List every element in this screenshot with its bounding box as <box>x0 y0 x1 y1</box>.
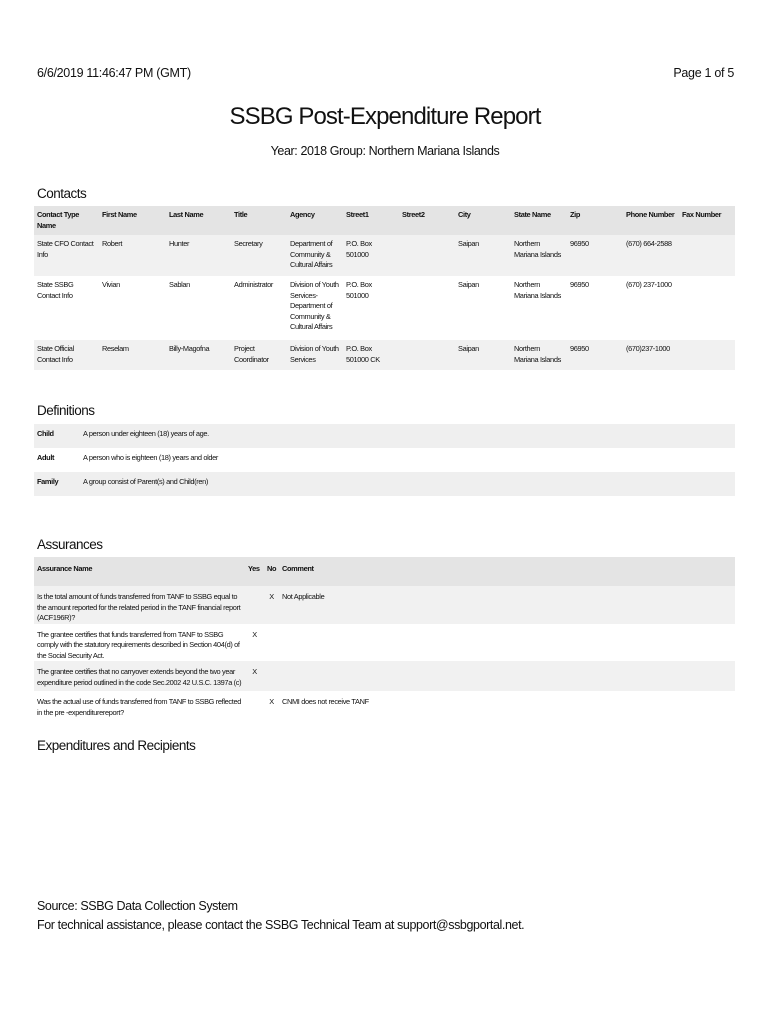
column-header: Last Name <box>169 210 204 219</box>
assurance-name: Was the actual use of funds transferred from TANF to SSBG reflected in the pre -expenditurereport? <box>37 697 241 717</box>
table-cell: Hunter <box>169 239 190 248</box>
table-row <box>34 624 735 662</box>
table-cell: Saipan <box>458 344 479 353</box>
table-cell: Robert <box>102 239 123 248</box>
yes-mark <box>245 691 264 721</box>
column-header: Phone Number <box>626 210 675 219</box>
source-line: Source: SSBG Data Collection System <box>37 899 238 913</box>
column-header: Assurance Name <box>37 564 93 573</box>
table-cell: (670) 237-1000 <box>626 280 672 289</box>
definition-text: A person under eighteen (18) years of age. <box>83 429 209 438</box>
table-cell: Vivian <box>102 280 120 289</box>
column-header: Comment <box>282 564 314 573</box>
table-cell <box>679 235 735 276</box>
table-cell: 96950 <box>570 344 589 353</box>
table-cell: State Official Contact Info <box>37 344 74 364</box>
table-cell: (670)237-1000 <box>626 344 670 353</box>
table-cell: P.O. Box 501000 <box>346 280 372 300</box>
yes-mark: X <box>252 629 257 639</box>
definition-text: A group consist of Parent(s) and Child(ren) <box>83 477 209 486</box>
table-cell: Sablan <box>169 280 190 289</box>
page-number: Page 1 of 5 <box>673 66 734 80</box>
no-mark <box>264 624 279 662</box>
column-header: No <box>267 564 277 573</box>
table-cell: Saipan <box>458 239 479 248</box>
table-cell: State SSBG Contact Info <box>37 280 74 300</box>
assurances-table <box>34 557 735 721</box>
expenditures-heading: Expenditures and Recipients <box>37 738 196 753</box>
table-cell: Northern Mariana Islands <box>514 239 561 259</box>
assistance-line: For technical assistance, please contact the SSBG Technical Team at support@ssbgportal.net. <box>37 918 525 932</box>
definition-term: Adult <box>37 453 55 462</box>
table-cell <box>399 340 455 370</box>
report-footer <box>37 897 524 935</box>
assurance-name: Is the total amount of funds transferred from TANF to SSBG equal to the amount reported for the related period in the TANF financial report (ACF196R)? <box>37 592 241 622</box>
table-cell: 96950 <box>570 239 589 248</box>
table-cell: Saipan <box>458 280 479 289</box>
definition-text: A person who is eighteen (18) years and older <box>83 453 219 462</box>
column-header: Contact Type Name <box>37 210 80 230</box>
table-cell: Northern Mariana Islands <box>514 344 561 364</box>
contacts-header-row <box>34 206 735 235</box>
no-mark: X <box>269 592 274 601</box>
assurances-heading: Assurances <box>37 537 103 552</box>
table-cell: P.O. Box 501000 <box>346 239 372 259</box>
table-row <box>34 424 735 448</box>
column-header: Street1 <box>346 210 369 219</box>
table-cell <box>399 235 455 276</box>
assurances-header-row <box>34 557 735 586</box>
column-header: Title <box>234 210 248 219</box>
table-cell: P.O. Box 501000 CK <box>346 344 380 364</box>
table-cell: Billy-Magofna <box>169 344 210 353</box>
table-row <box>34 276 735 340</box>
column-header: Agency <box>290 210 315 219</box>
column-header: City <box>458 210 471 219</box>
table-cell: Northern Mariana Islands <box>514 280 561 300</box>
assurance-comment <box>279 661 735 691</box>
column-header: Yes <box>248 564 260 573</box>
column-header: State Name <box>514 210 551 219</box>
column-header: Street2 <box>402 210 425 219</box>
contacts-table <box>34 206 735 370</box>
table-cell: 96950 <box>570 280 589 289</box>
column-header: First Name <box>102 210 137 219</box>
table-row <box>34 691 735 721</box>
table-cell <box>679 276 735 340</box>
column-header: Fax Number <box>682 210 722 219</box>
table-cell: Reselam <box>102 344 129 353</box>
table-cell: Department of Community & Cultural Affairs <box>290 239 333 269</box>
table-cell <box>679 340 735 370</box>
no-mark <box>264 661 279 691</box>
contacts-heading: Contacts <box>37 186 87 201</box>
definitions-heading: Definitions <box>37 403 95 418</box>
assurance-comment: Not Applicable <box>282 592 325 601</box>
table-cell: Secretary <box>234 239 263 248</box>
definitions-table <box>34 424 735 496</box>
definition-term: Child <box>37 429 54 438</box>
assurance-name: The grantee certifies that no carryover extends beyond the two year expenditure period outlined in the code Sec.2002 42 U.S.C. 1397a (c) <box>37 667 242 687</box>
table-cell: Administrator <box>234 280 273 289</box>
table-cell: Division of Youth Services <box>290 344 339 364</box>
table-row <box>34 661 735 691</box>
report-title: SSBG Post-Expenditure Report <box>229 103 541 130</box>
table-cell: State CFO Contact Info <box>37 239 94 259</box>
yes-mark <box>245 586 264 624</box>
assurance-comment: CNMI does not receive TANF <box>282 697 369 706</box>
table-cell: Division of Youth Services- Department of Community & Cultural Affairs <box>290 280 339 331</box>
no-mark: X <box>269 697 274 706</box>
definition-term: Family <box>37 477 59 486</box>
table-cell: (670) 664-2588 <box>626 239 672 248</box>
table-row <box>34 586 735 624</box>
table-row <box>34 448 735 472</box>
table-cell <box>399 276 455 340</box>
table-cell: Project Coordinator <box>234 344 269 364</box>
assurance-name: The grantee certifies that funds transferred from TANF to SSBG comply with the statutory requirements described in Section 404(d) of the Social Security Act. <box>37 629 240 660</box>
table-row <box>34 340 735 370</box>
table-row <box>34 235 735 276</box>
report-timestamp: 6/6/2019 11:46:47 PM (GMT) <box>37 66 191 80</box>
yes-mark: X <box>252 667 257 676</box>
report-subtitle: Year: 2018 Group: Northern Mariana Islands <box>270 144 500 158</box>
assurance-comment <box>279 624 735 662</box>
column-header: Zip <box>570 210 581 219</box>
table-row <box>34 472 735 496</box>
